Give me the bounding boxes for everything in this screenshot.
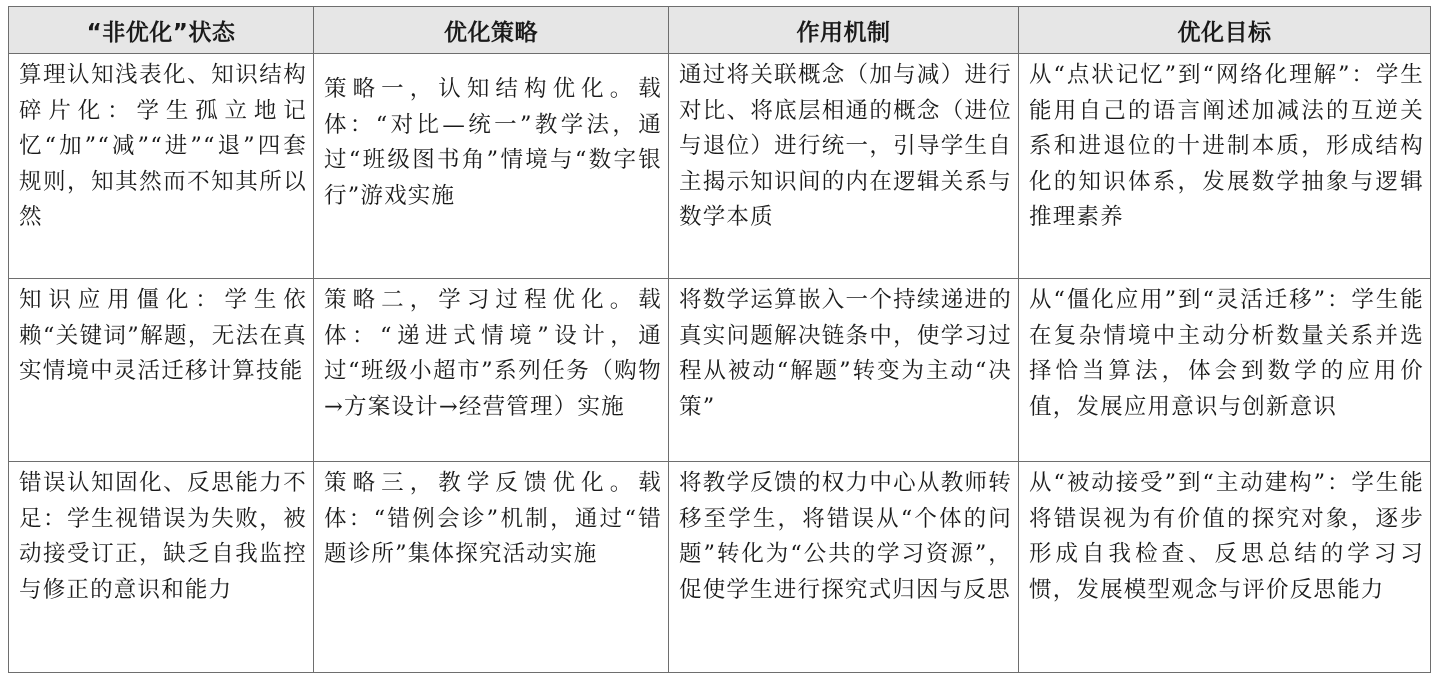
table-row: [9, 279, 1431, 462]
optimization-table: [8, 6, 1431, 673]
cell-state: 错误认知固化、反思能力不足：学生视错误为失败，被动接受订正，缺乏自我监控与修正的意识和能力: [9, 462, 314, 673]
cell-mechanism: 通过将关联概念（加与减）进行对比、将底层相通的概念（进位与退位）进行统一，引导学生自主揭示知识间的内在逻辑关系与数学本质: [669, 54, 1019, 279]
cell-goal: 从“点状记忆”到“网络化理解”：学生能用自己的语言阐述加减法的互逆关系和进退位的十进制本质，形成结构化的知识体系，发展数学抽象与逻辑推理素养: [1019, 54, 1431, 279]
table-row: [9, 462, 1431, 673]
cell-state: 算理认知浅表化、知识结构碎片化：学生孤立地记忆“加”“减”“进”“退”四套规则，知其然而不知其所以然: [9, 54, 314, 279]
header-state: “非优化”状态: [9, 7, 314, 54]
header-mechanism: 作用机制: [669, 7, 1019, 54]
cell-strategy: 策略一，认知结构优化。载体：“对比—统一”教学法，通过“班级图书角”情境与“数字银行”游戏实施: [314, 54, 669, 279]
cell-goal: 从“僵化应用”到“灵活迁移”：学生能在复杂情境中主动分析数量关系并选择恰当算法，体会到数学的应用价值，发展应用意识与创新意识: [1019, 279, 1431, 462]
cell-strategy: 策略二，学习过程优化。载体：“递进式情境”设计，通过“班级小超市”系列任务（购物→方案设计→经营管理）实施: [314, 279, 669, 462]
cell-goal: 从“被动接受”到“主动建构”：学生能将错误视为有价值的探究对象，逐步形成自我检查、反思总结的学习习惯，发展模型观念与评价反思能力: [1019, 462, 1431, 673]
table-header: [9, 7, 1431, 54]
cell-state: 知识应用僵化：学生依赖“关键词”解题，无法在真实情境中灵活迁移计算技能: [9, 279, 314, 462]
table-row: [9, 54, 1431, 279]
cell-strategy: 策略三，教学反馈优化。载体：“错例会诊”机制，通过“错题诊所”集体探究活动实施: [314, 462, 669, 673]
table-body: [9, 54, 1431, 673]
cell-mechanism: 将数学运算嵌入一个持续递进的真实问题解决链条中，使学习过程从被动“解题”转变为主动“决策”: [669, 279, 1019, 462]
header-strategy: 优化策略: [314, 7, 669, 54]
header-row: [9, 7, 1431, 54]
cell-mechanism: 将教学反馈的权力中心从教师转移至学生，将错误从“个体的问题”转化为“公共的学习资源”，促使学生进行探究式归因与反思: [669, 462, 1019, 673]
header-goal: 优化目标: [1019, 7, 1431, 54]
